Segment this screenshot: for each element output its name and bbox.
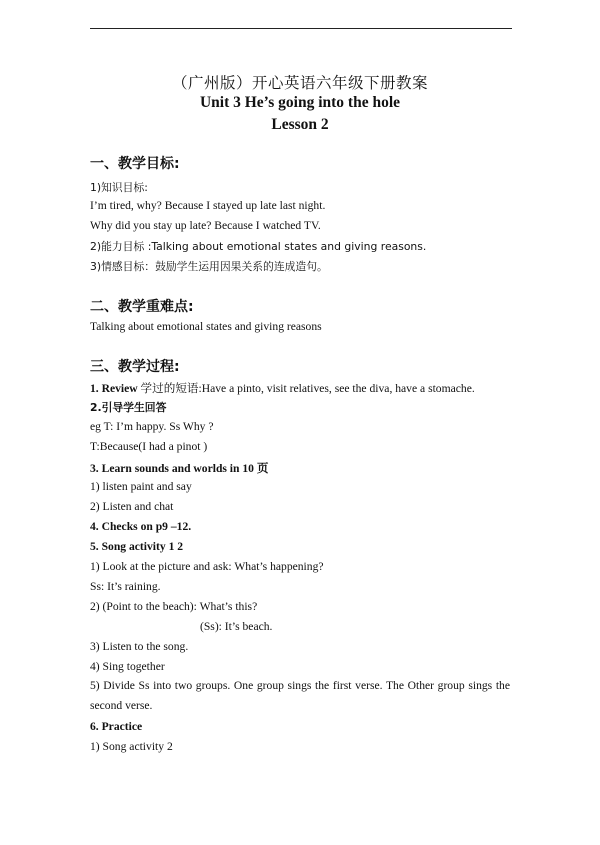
objective-knowledge: 1)知识目标: — [90, 181, 148, 194]
step-checks: 4. Checks on p9 –12. — [90, 520, 192, 533]
section-heading-key-points: 二、教学重难点: — [90, 299, 194, 315]
step-line: 4) Sing together — [90, 660, 165, 673]
step-review — [90, 380, 475, 396]
section-heading-objectives: 一、教学目标: — [90, 156, 180, 172]
key-point-line: Talking about emotional states and giving reasons — [90, 320, 322, 333]
step-line: 3) Listen to the song. — [90, 640, 189, 653]
top-rule — [90, 28, 512, 29]
step-line: 2) Listen and chat — [90, 500, 174, 513]
step-line: 1) Song activity 2 — [90, 740, 173, 753]
objective-emotion: 3)情感目标：鼓励学生运用因果关系的连成造句。 — [90, 260, 328, 273]
section-heading-procedure: 三、教学过程: — [90, 359, 180, 375]
step-line: 1) Look at the picture and ask: What’s happening? — [90, 560, 324, 573]
doc-title-unit: Unit 3 He’s going into the hole — [199, 94, 401, 111]
step-line: eg T: I’m happy. Ss Why ? — [90, 420, 214, 433]
step-learn-sounds: 3. Learn sounds and worlds in 10 页 — [90, 462, 269, 475]
doc-title-chinese: （广州版）开心英语六年级下册教案 — [171, 74, 428, 92]
step-line: Ss: It’s raining. — [90, 580, 161, 593]
step-line: (Ss): It’s beach. — [200, 620, 273, 633]
step-song: 5. Song activity 1 2 — [90, 540, 184, 553]
step-line: 2) (Point to the beach): What’s this? — [90, 600, 258, 613]
objective-line: Why did you stay up late? Because I watched TV. — [90, 219, 321, 232]
step-line: 1) listen paint and say — [90, 480, 192, 493]
step-review-text: 学过的短语:Have a pinto, visit relatives, see the diva, have a stomache. — [137, 382, 475, 395]
objective-line: I’m tired, why? Because I stayed up late last night. — [90, 199, 326, 212]
step-guide: 2.引导学生回答 — [90, 401, 167, 414]
step-review-label: 1. Review — [90, 382, 138, 395]
objective-ability: 2)能力目标 :Talking about emotional states and giving reasons. — [90, 240, 427, 253]
step-line: T:Because(I had a pinot ) — [90, 440, 208, 453]
doc-title-lesson: Lesson 2 — [271, 116, 329, 133]
step-line: 5) Divide Ss into two groups. One group sings the first verse. The Other group sings the second verse. — [90, 679, 510, 712]
step-practice: 6. Practice — [90, 720, 143, 733]
